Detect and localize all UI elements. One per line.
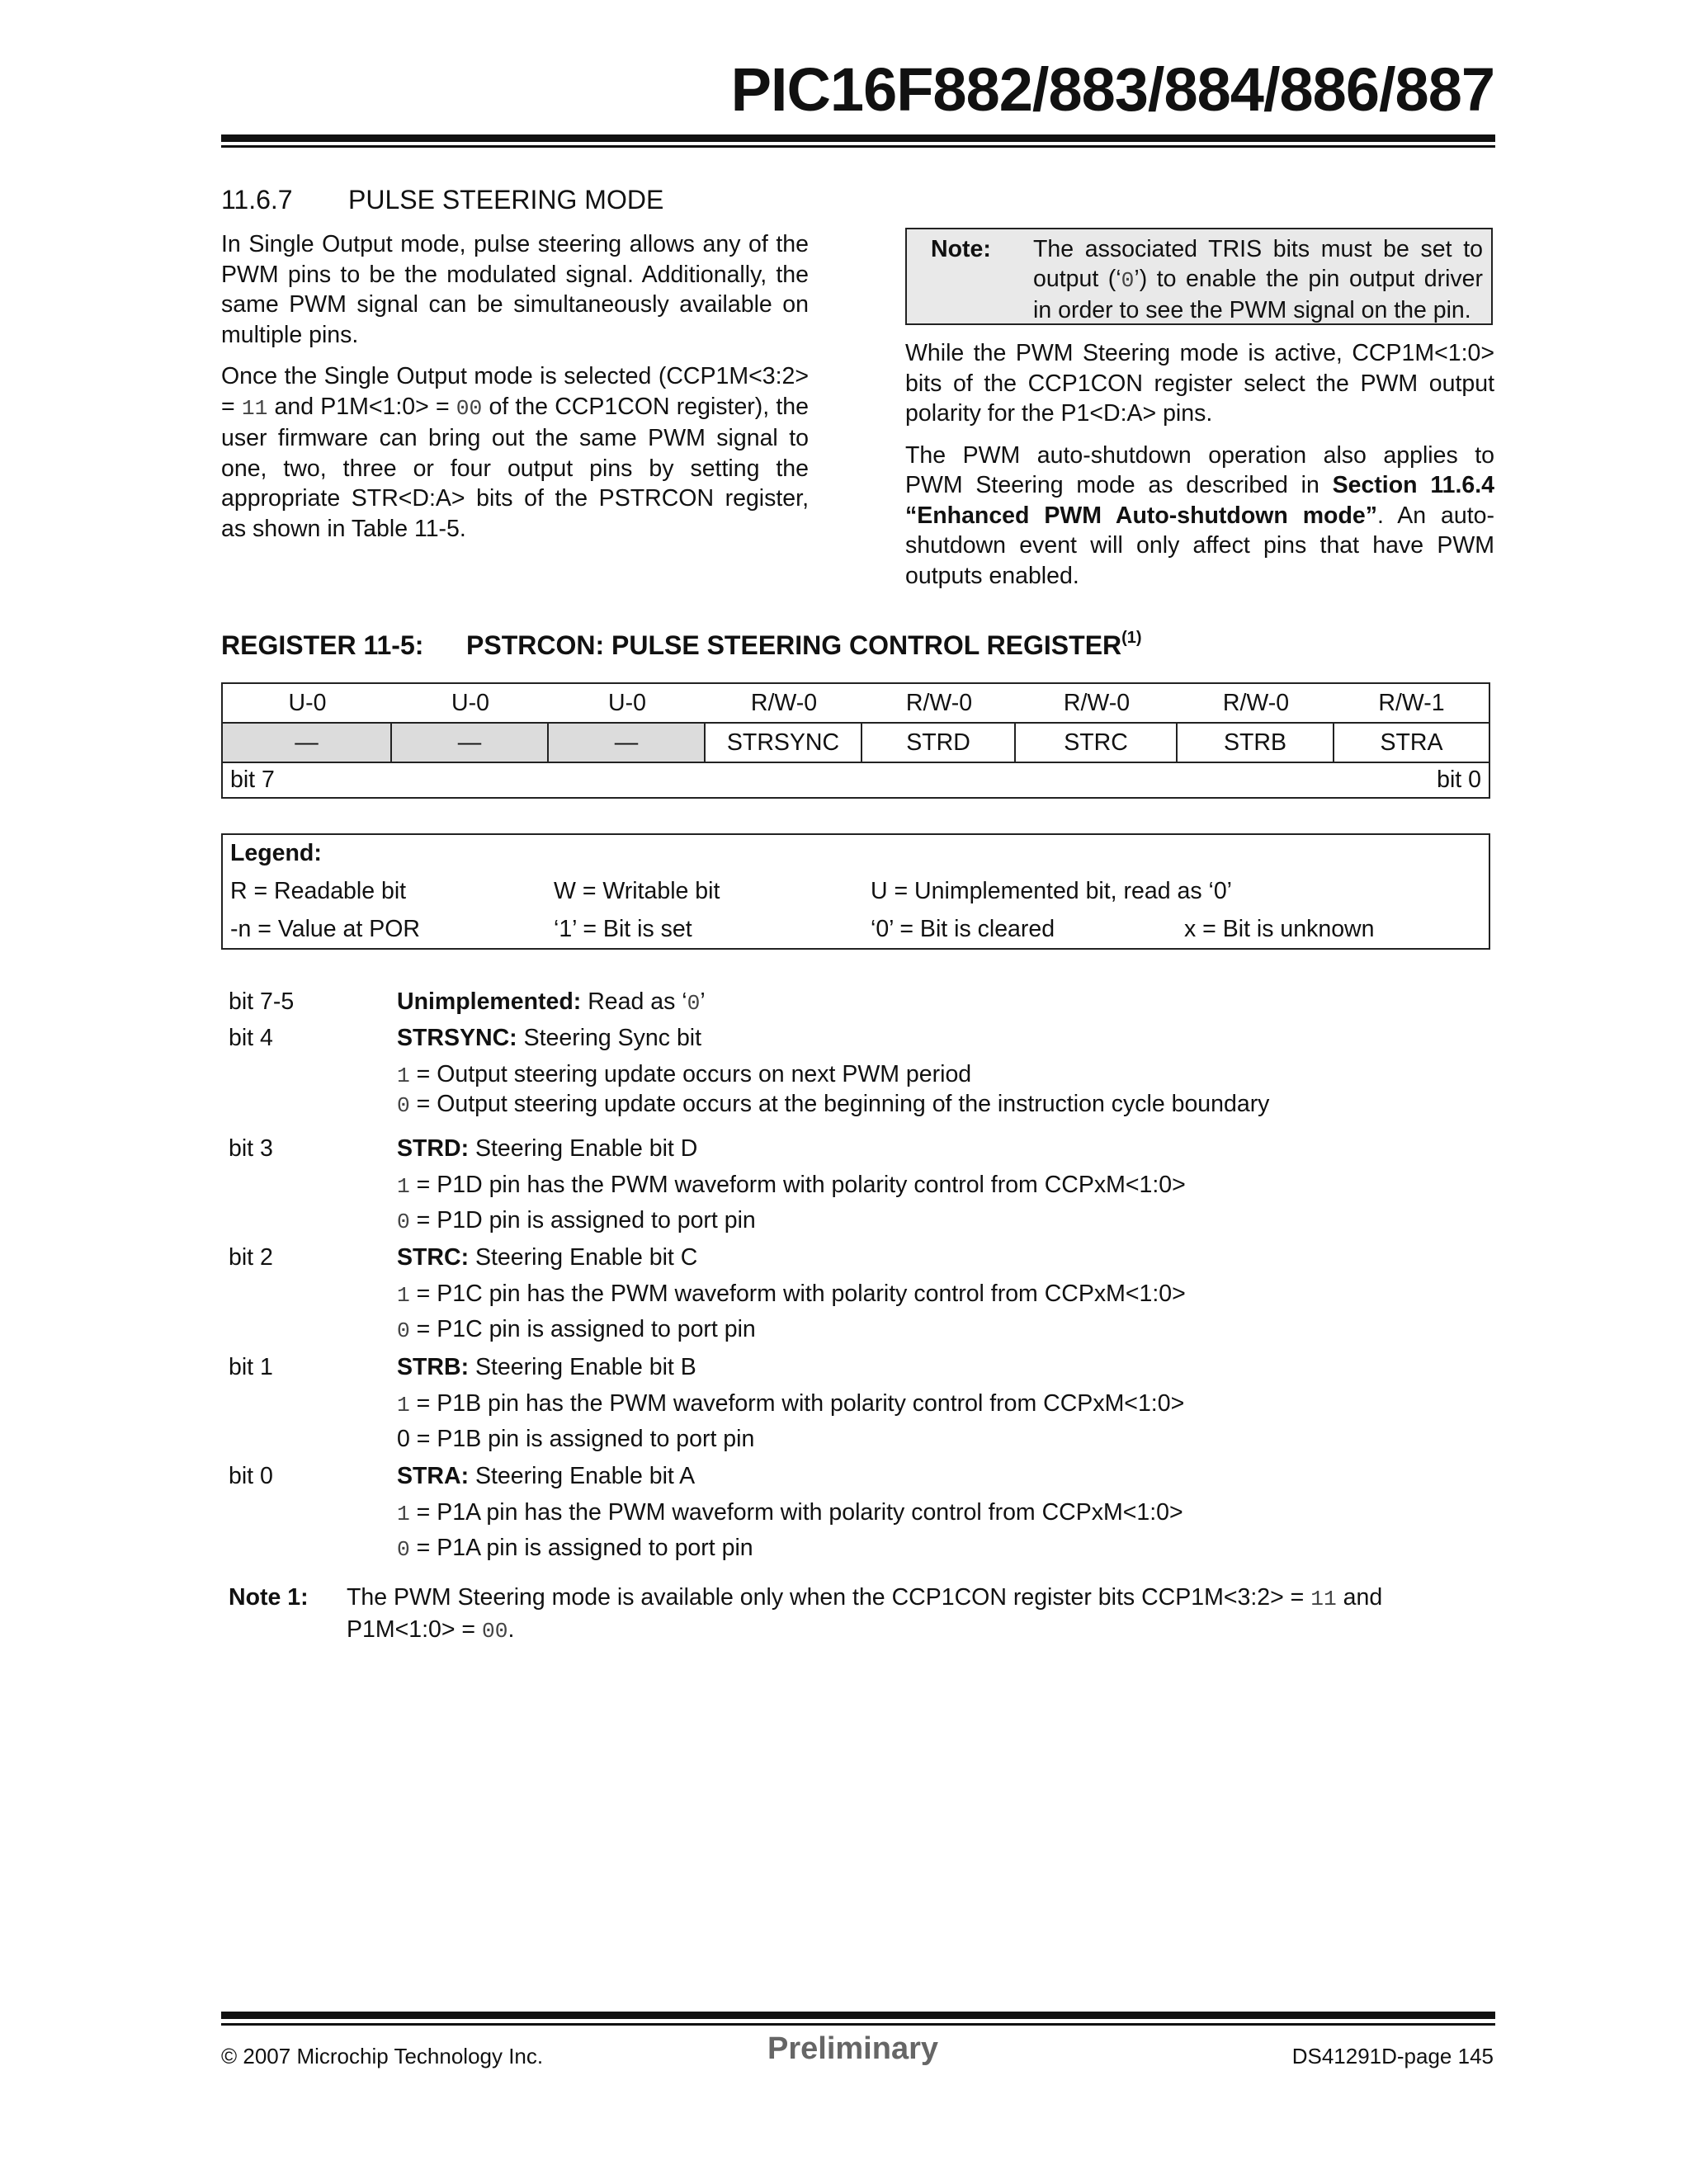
text-run: Steering Sync bit <box>517 1025 702 1051</box>
section-title: PULSE STEERING MODE <box>348 185 664 215</box>
code-value: 00 <box>456 395 483 421</box>
text-run: . An auto-shutdown event will only affect pins that have PWM outputs enabled. <box>905 502 1494 589</box>
header-rule-thick <box>221 134 1495 142</box>
code-value: 1 <box>397 1064 410 1088</box>
bit-name-cell: STRB <box>1178 724 1334 762</box>
legend-item: ‘1’ = Bit is set <box>554 916 692 942</box>
legend-item: ‘0’ = Bit is cleared <box>871 916 1055 942</box>
access-cell: U-0 <box>451 689 489 716</box>
bit-number: bit 3 <box>229 1135 273 1162</box>
text-run: = P1D pin has the PWM waveform with polarity control from CCPxM<1:0> <box>409 1172 1186 1198</box>
bit-option <box>397 1091 1269 1118</box>
legend-item: U = Unimplemented bit, read as ‘0’ <box>871 878 1233 904</box>
access-cell: R/W-0 <box>750 689 818 716</box>
legend-item: R = Readable bit <box>230 878 407 904</box>
access-cell: R/W-0 <box>1063 689 1131 716</box>
bit-field-name: STRSYNC: <box>397 1025 517 1051</box>
bit-description <box>397 1135 697 1163</box>
left-column <box>221 229 809 555</box>
footnote-text <box>347 1583 1444 1647</box>
register-name: PSTRCON: PULSE STEERING CONTROL REGISTER <box>466 630 1122 660</box>
code-value: 1 <box>397 1283 410 1308</box>
text-run: and P1M<1:0> = <box>347 1584 1383 1643</box>
text-run: ’) to enable the pin output driver in order to see the PWM signal on the pin. <box>1033 266 1483 323</box>
text-run: = Output steering update occurs at the beginning of the instruction cycle boundary <box>409 1091 1270 1117</box>
bit-name-cell: STRC <box>1016 724 1178 762</box>
bit-low-label: bit 0 <box>1437 767 1481 793</box>
bit-name-cell: — <box>223 724 392 762</box>
register-table <box>221 682 1490 799</box>
bit-number: bit 1 <box>229 1354 273 1380</box>
bit-field-name: STRA: <box>397 1463 470 1489</box>
footnote-label: Note 1: <box>229 1584 309 1611</box>
paragraph <box>221 361 809 544</box>
text-run: The PWM auto-shutdown operation also applies to PWM Steering mode as described in <box>905 441 1494 498</box>
legend-item: x = Bit is unknown <box>1184 916 1375 942</box>
text-run: = P1A pin has the PWM waveform with polarity control from CCPxM<1:0> <box>409 1499 1183 1526</box>
access-cell: R/W-1 <box>1378 689 1445 716</box>
bit-field-name: STRB: <box>397 1354 470 1380</box>
bit-option <box>397 1061 971 1088</box>
bit-number: bit 0 <box>229 1463 273 1489</box>
code-value: 0 <box>687 991 701 1016</box>
note-text <box>1033 234 1483 325</box>
register-title <box>221 629 1142 661</box>
code-value: 0 <box>397 1210 410 1234</box>
text-run: Steering Enable bit D <box>469 1135 698 1162</box>
bit-name-cell: STRSYNC <box>706 724 862 762</box>
legend-item: W = Writable bit <box>554 878 720 904</box>
bit-description <box>397 1354 696 1381</box>
code-value: 0 <box>1121 268 1135 293</box>
bitname-row <box>223 722 1489 763</box>
access-cell: U-0 <box>608 689 646 716</box>
text-run: = P1C pin is assigned to port pin <box>409 1316 756 1342</box>
code-value: 0 <box>397 1093 410 1118</box>
text-run: Steering Enable bit C <box>469 1244 698 1271</box>
text-run: Steering Enable bit B <box>469 1354 696 1380</box>
bit-option <box>397 1172 1186 1199</box>
code-value: 1 <box>397 1174 410 1199</box>
bit-option <box>397 1390 1184 1417</box>
footer-status: Preliminary <box>767 2031 938 2066</box>
section-link[interactable]: Section 11.6.4 “Enhanced PWM Auto-shutdown mode” <box>905 472 1494 529</box>
bit-description <box>397 988 706 1016</box>
text-run: 0 = P1B pin is assigned to port pin <box>397 1426 755 1452</box>
text-run: = P1D pin is assigned to port pin <box>409 1207 756 1234</box>
code-value: 1 <box>397 1502 410 1526</box>
bit-high-label: bit 7 <box>230 767 275 793</box>
bit-field-name: STRC: <box>397 1244 470 1271</box>
bit-option <box>397 1426 754 1453</box>
bit-name-cell: STRD <box>862 724 1016 762</box>
text-run: = P1C pin has the PWM waveform with polarity control from CCPxM<1:0> <box>409 1281 1186 1307</box>
code-value: 11 <box>1310 1587 1337 1611</box>
section-heading <box>221 185 663 215</box>
bit-option <box>397 1499 1183 1526</box>
footnote-ref: (1) <box>1121 629 1142 647</box>
text-run: = P1B pin has the PWM waveform with polarity control from CCPxM<1:0> <box>409 1390 1185 1417</box>
code-value: 00 <box>482 1619 508 1644</box>
note-box <box>905 228 1493 325</box>
access-cell: R/W-0 <box>1222 689 1290 716</box>
bit-number: bit 7-5 <box>229 988 295 1015</box>
note-label: Note: <box>931 236 991 262</box>
bit-option <box>397 1281 1186 1308</box>
bit-index-row <box>223 762 1489 799</box>
text-run: The associated TRIS bits must be set to output (‘ <box>1033 236 1483 292</box>
header-rule-thin <box>221 145 1495 148</box>
bit-field-name: STRD: <box>397 1135 470 1162</box>
footer-rule-thick <box>221 2012 1495 2019</box>
bit-option <box>397 1316 756 1343</box>
section-number: 11.6.7 <box>221 185 293 215</box>
bit-number: bit 4 <box>229 1025 273 1051</box>
paragraph: While the PWM Steering mode is active, CCP1M<1:0> bits of the CCP1CON register select the PWM output polarity for the P1<D:A> pins. <box>905 340 1494 427</box>
legend-item: -n = Value at POR <box>230 916 420 942</box>
right-column <box>905 338 1494 602</box>
code-value: 0 <box>397 1537 410 1562</box>
text-run: The PWM Steering mode is available only when the CCP1CON register bits CCP1M<3:2> = <box>347 1584 1311 1611</box>
bit-option <box>397 1207 756 1234</box>
bit-description <box>397 1463 695 1490</box>
footer-page-number: DS41291D-page 145 <box>1291 2044 1494 2068</box>
text-run: of the CCP1CON register), the user firmware can bring out the same PWM signal to one, two, three or four output pins by setting the appropriate STR<D:A> bits of the PSTRCON register, as shown in Table 11-5. <box>221 393 810 542</box>
text-run: . <box>507 1616 515 1643</box>
page-title: PIC16F882/883/884/886/887 <box>730 55 1494 124</box>
access-cell: U-0 <box>288 689 327 716</box>
bit-name-cell: STRA <box>1380 729 1443 756</box>
text-run: and P1M<1:0> = <box>267 393 456 420</box>
register-label: REGISTER 11-5: <box>221 630 424 660</box>
footer-rule-thin <box>221 2023 1495 2026</box>
bit-name-cell: — <box>549 724 706 762</box>
footer-copyright: © 2007 Microchip Technology Inc. <box>221 2044 544 2068</box>
text-run: Once the Single Output mode is selected (CCP1M<3:2> = <box>221 363 809 420</box>
paragraph <box>905 441 1494 592</box>
legend-title: Legend: <box>230 840 322 866</box>
code-value: 11 <box>241 395 268 421</box>
paragraph: In Single Output mode, pulse steering allows any of the PWM pins to be the modulated signal. Additionally, the same PWM signal can be simultaneously available on multiple pins. <box>221 231 809 348</box>
bit-description <box>397 1244 697 1271</box>
legend-box <box>221 833 1490 950</box>
text-run: Read as ‘ <box>581 988 687 1015</box>
access-row <box>223 684 1489 722</box>
bit-field-name: Unimplemented: <box>397 988 582 1015</box>
bit-number: bit 2 <box>229 1244 273 1271</box>
text-run: = P1A pin is assigned to port pin <box>409 1535 753 1561</box>
code-value: 1 <box>397 1393 410 1417</box>
access-cell: R/W-0 <box>905 689 973 716</box>
bit-option <box>397 1535 753 1562</box>
text-run: = Output steering update occurs on next PWM period <box>409 1061 972 1087</box>
bit-name-cell: — <box>392 724 549 762</box>
code-value: 0 <box>397 1318 410 1343</box>
text-run: Steering Enable bit A <box>469 1463 696 1489</box>
bit-description <box>397 1025 701 1052</box>
text-run: ’ <box>700 988 706 1015</box>
